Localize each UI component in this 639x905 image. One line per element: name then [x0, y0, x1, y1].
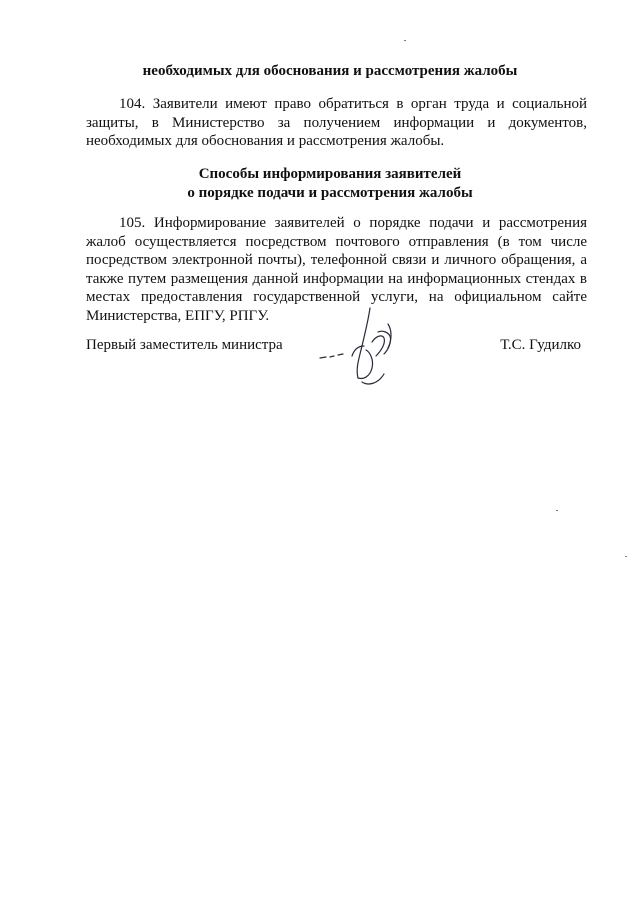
paragraph-104: 104. Заявители имеют право обратиться в орган труда и социальной защиты, в Министерство за получением информации и документов, необходимых для обоснования и рассмотрения жалобы.: [86, 96, 587, 149]
continued-heading: необходимых для обоснования и рассмотрения жалобы: [142, 63, 518, 79]
section-heading: [60, 165, 600, 203]
signature-block: [86, 336, 587, 396]
signatory-name: Т.С. Гудилко: [500, 337, 581, 353]
scan-speck: [404, 40, 406, 41]
section-heading-line-2: о порядке подачи и рассмотрения жалобы: [187, 185, 473, 201]
scan-speck: [625, 556, 627, 557]
signatory-position: Первый заместитель министра: [86, 337, 283, 353]
handwritten-signature: [312, 302, 422, 392]
section-heading-line-1: Способы информирования заявителей: [198, 166, 462, 182]
scan-speck: [556, 510, 558, 511]
paragraph-105: 105. Информирование заявителей о порядке подачи и рассмотрения жалоб осуществляется посредством почтового отправления (в том числе посредством электронной почты), телефонной связи и личного обращения, а также путем размещения данной информации на информационных стендах в местах предоставления государственной услуги, на официальном сайте Министерства, ЕПГУ, РПГУ.: [86, 215, 587, 324]
